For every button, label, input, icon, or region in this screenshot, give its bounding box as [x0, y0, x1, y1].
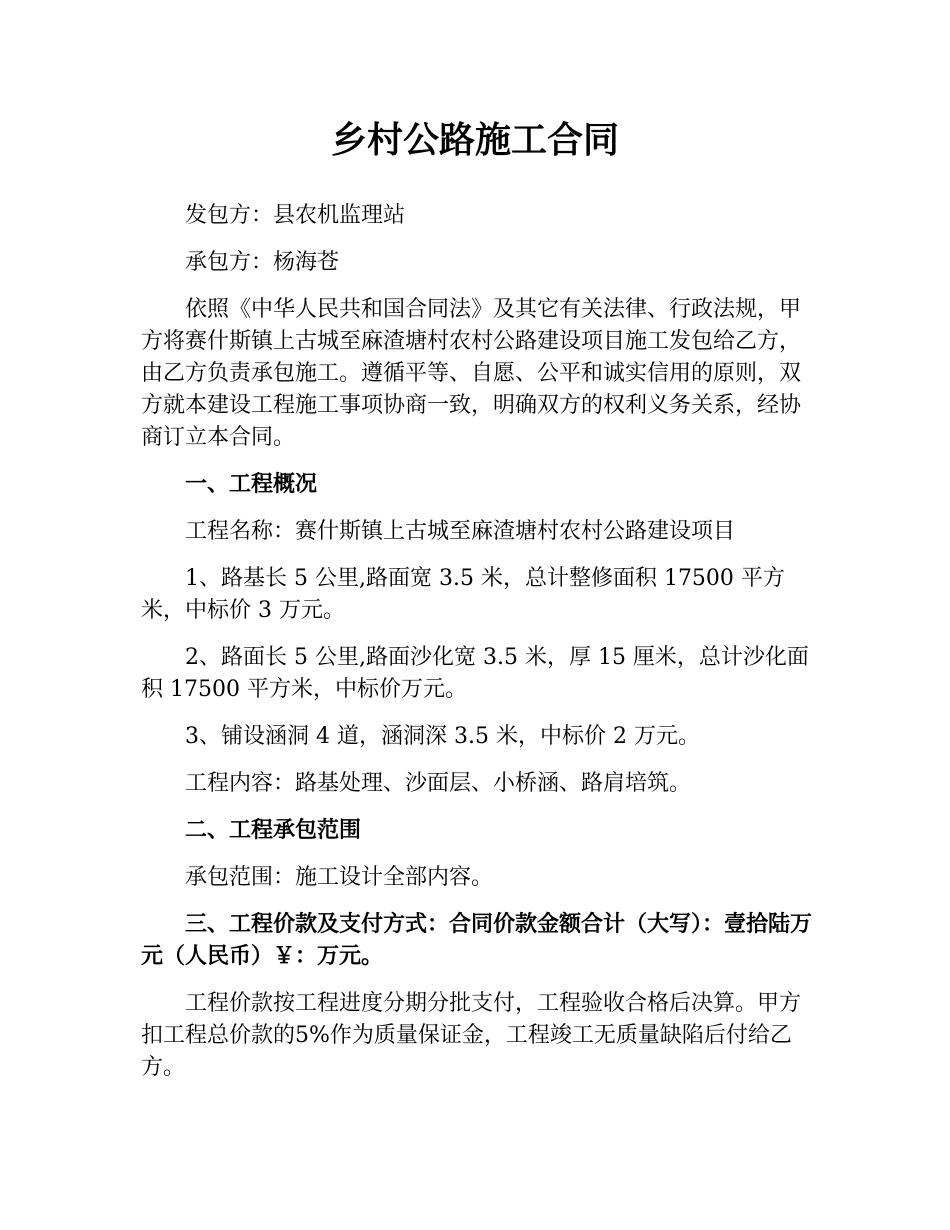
- item-3-paragraph: 3、铺设涵洞 4 道，涵洞深 3.5 米，中标价 2 万元。: [185, 724, 700, 749]
- section-2-heading: 二、工程承包范围: [185, 818, 362, 843]
- project-content-line: 工程内容：路基处理、沙面层、小桥涵、路肩培筑。: [185, 771, 692, 796]
- item-2-paragraph: 2、路面长 5 公里,路面沙化宽 3.5 米，厚 15 厘米，总计沙化面积 17500 平方米，中标价万元。: [141, 645, 809, 702]
- party-a-line: 发包方：县农机监理站: [185, 203, 406, 228]
- section-3-heading: 三、工程价款及支付方式：合同价款金额合计（大写）：壹拾陆万元（人民币）￥：万元。: [141, 912, 813, 969]
- project-name-line: 工程名称：赛什斯镇上古城至麻渣塘村农村公路建设项目: [185, 519, 736, 544]
- document-body: [141, 200, 813, 1099]
- document-title: 乡村公路施工合同: [330, 120, 619, 161]
- scope-line: 承包范围：施工设计全部内容。: [185, 865, 494, 890]
- item-1-paragraph: 1、路基长 5 公里,路面宽 3.5 米，总计整修面积 17500 平方米，中标价 3 万元。: [141, 566, 785, 623]
- intro-paragraph: 依照《中华人民共和国合同法》及其它有关法律、行政法规，甲方将赛什斯镇上古城至麻渣塘村农村公路建设项目施工发包给乙方，由乙方负责承包施工。遵循平等、自愿、公平和诚实信用的原则，双方就本建设工程施工事项协商一致，明确双方的权利义务关系，经协商订立本合同。: [141, 297, 802, 450]
- party-b-line: 承包方：杨海苍: [185, 250, 340, 275]
- section-1-heading: 一、工程概况: [185, 472, 318, 497]
- payment-paragraph: 工程价款按工程进度分期分批支付，工程验收合格后决算。甲方扣工程总价款的5%作为质量保证金，工程竣工无质量缺陷后付给乙方。: [141, 991, 802, 1080]
